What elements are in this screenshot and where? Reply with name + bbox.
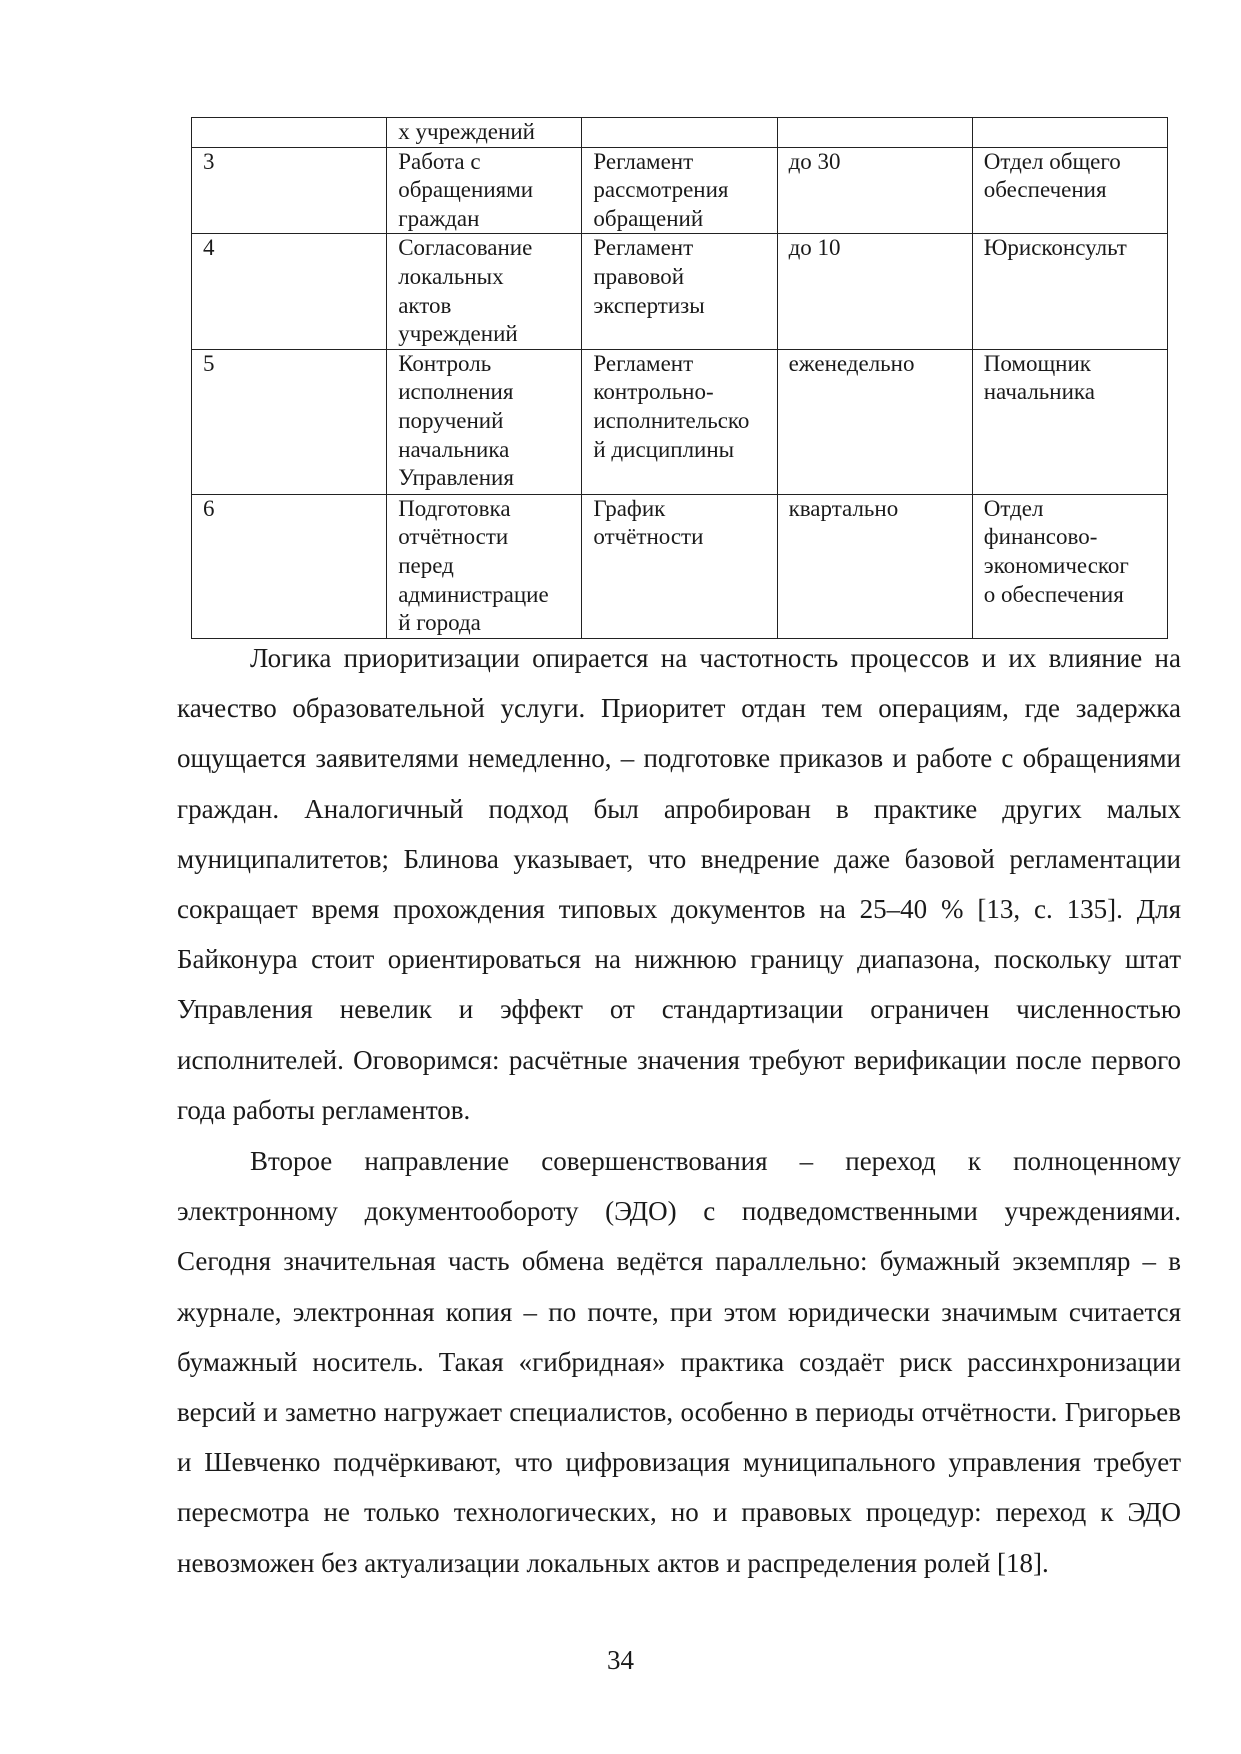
cell-text: Регламент рассмотрения обращений	[593, 148, 729, 231]
cell-text: Работа с обращениями граждан	[398, 148, 534, 231]
table-cell	[972, 118, 1167, 148]
page-number: 34	[607, 1645, 634, 1675]
table-cell	[777, 118, 972, 148]
table-cell	[972, 234, 1167, 349]
table-cell	[582, 147, 777, 234]
table-cell	[387, 349, 582, 494]
table-cell	[972, 349, 1167, 494]
cell-text: квартально	[788, 495, 899, 521]
table-row	[192, 118, 1168, 148]
cell-text: График отчётности	[593, 495, 704, 550]
table-cell	[777, 349, 972, 494]
table-cell	[387, 234, 582, 349]
table-cell	[192, 147, 387, 234]
table-row	[192, 349, 1168, 494]
table-cell	[777, 147, 972, 234]
table-row	[192, 234, 1168, 349]
cell-text: Помощник начальника	[983, 350, 1095, 405]
cell-text: 5	[203, 350, 215, 376]
table-row	[192, 147, 1168, 234]
table-cell	[387, 118, 582, 148]
cell-text: Подготовка отчётности перед администрацие й города	[398, 495, 549, 636]
table-cell	[582, 234, 777, 349]
cell-text: Регламент контрольно- исполнительско й дисциплины	[593, 350, 750, 462]
table-cell	[972, 494, 1167, 638]
cell-text: еженедельно	[788, 350, 915, 376]
cell-text: Отдел общего обеспечения	[983, 148, 1121, 203]
table-cell	[387, 147, 582, 234]
table-row	[192, 494, 1168, 638]
cell-text: 6	[203, 495, 215, 521]
cell-text: Регламент правовой экспертизы	[593, 235, 705, 318]
table-cell	[192, 118, 387, 148]
table-cell	[582, 494, 777, 638]
cell-text: 3	[203, 148, 215, 174]
paragraph-text: Второе направление совершенствования – переход к полноценному электронному документообороту (ЭДО) с подведомственными учреждениями. Сегодня значительная часть обмена ведётся параллельно: бумажный экземпляр – в журнале, электронная копия – по почте, при этом юридически значимым считается бумажный носитель. Такая «гибридная» практика создаёт риск рассинхронизации версий и заметно нагружает специалистов, особенно в периоды отчётности. Григорьев и Шевченко подчёркивают, что цифровизация муниципального управления требует пересмотра не только технологических, но и правовых процедур: переход к ЭДО невозможен без актуализации локальных актов и распределения ролей [18].	[177, 1146, 1181, 1578]
cell-text: Отдел финансово- экономическог о обеспечения	[983, 495, 1129, 607]
table-cell	[777, 234, 972, 349]
table-cell	[777, 494, 972, 638]
table-cell	[582, 118, 777, 148]
cell-text: х учреждений	[398, 119, 535, 144]
paragraph-prioritization	[177, 633, 1181, 1135]
table-cell	[387, 494, 582, 638]
cell-text: до 10	[788, 235, 841, 261]
cell-text: Контроль исполнения поручений начальника Управления	[398, 350, 514, 491]
table-cell	[972, 147, 1167, 234]
process-table	[191, 117, 1168, 639]
table-cell	[192, 234, 387, 349]
cell-text: Согласование локальных актов учреждений	[398, 235, 533, 347]
paragraph-text: Логика приоритизации опирается на частотность процессов и их влияние на качество образовательной услуги. Приоритет отдан тем операциям, где задержка ощущается заявителями немедленно, – подготовке приказов и работе с обращениями граждан. Аналогичный подход был апробирован в практике других малых муниципалитетов; Блинова указывает, что внедрение даже базовой регламентации сокращает время прохождения типовых документов на 25–40 % [13, с. 135]. Для Байконура стоит ориентироваться на нижнюю границу диапазона, поскольку штат Управления невелик и эффект от стандартизации ограничен численностью исполнителей. Оговоримся: расчётные значения требуют верификации после первого года работы регламентов.	[177, 643, 1181, 1125]
cell-text: Юрисконсульт	[983, 235, 1127, 261]
table-cell	[192, 494, 387, 638]
table-cell	[582, 349, 777, 494]
table-cell	[192, 349, 387, 494]
cell-text: до 30	[788, 148, 841, 174]
cell-text: 4	[203, 235, 215, 261]
paragraph-edo	[177, 1136, 1181, 1588]
